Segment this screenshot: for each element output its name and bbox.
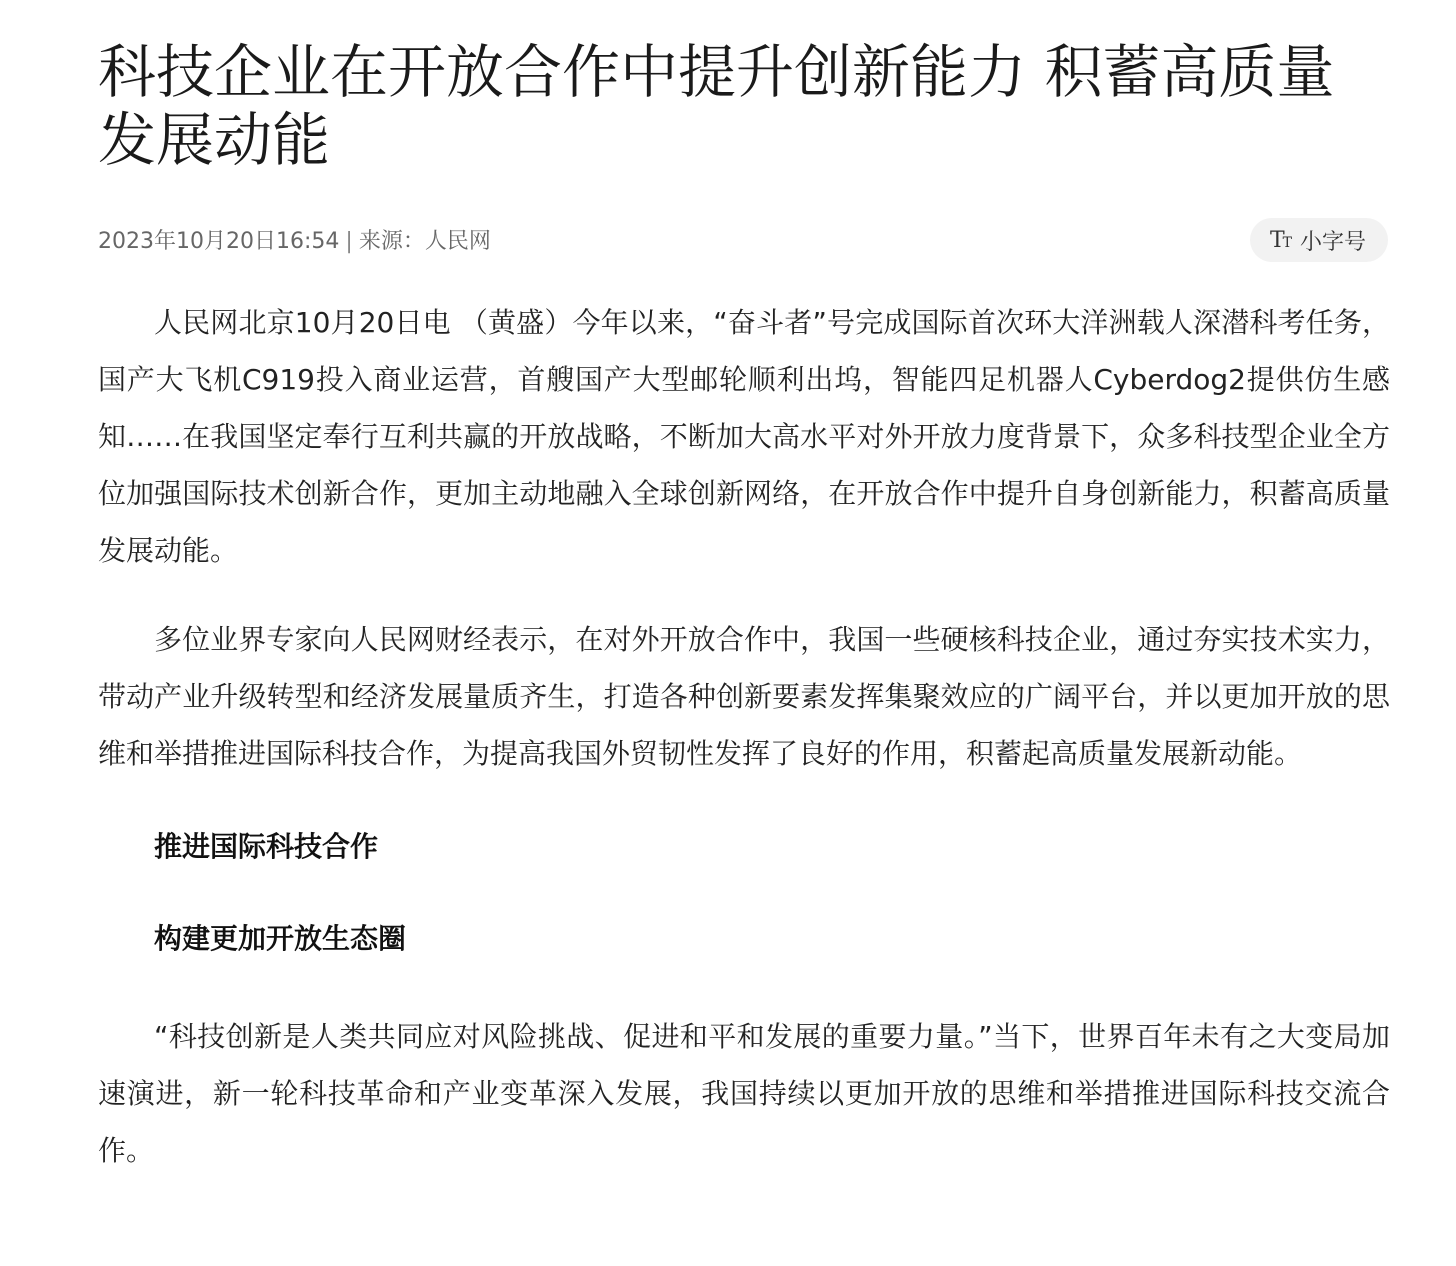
section-heading: 推进国际科技合作 — [154, 830, 379, 863]
article-meta — [98, 228, 491, 256]
meta-separator: | — [345, 229, 353, 254]
article-meta-row — [98, 218, 1390, 266]
article-body — [98, 294, 1390, 1179]
body-paragraph: “科技创新是人类共同应对风险挑战、促进和平和发展的重要力量。”当下，世界百年未有之大变局加速演进，新一轮科技革命和产业变革深入发展，我国持续以更加开放的思维和举措推进国际科技交流合作。 — [98, 1020, 1390, 1167]
font-size-toggle-label: 小字号 — [1299, 229, 1366, 255]
body-paragraph: 人民网北京10月20日电 （黄盛）今年以来，“奋斗者”号完成国际首次环大洋洲载人深潜科考任务，国产大飞机C919投入商业运营，首艘国产大型邮轮顺利出坞，智能四足机器人Cyberdog2提供仿生感知……在我国坚定奉行互利共赢的开放战略，不断加大高水平对外开放力度背景下，众多科技型企业全方位加强国际技术创新合作，更加主动地融入全球创新网络，在开放合作中提升自身创新能力，积蓄高质量发展动能。 — [98, 306, 1390, 567]
publish-datetime: 2023年10月20日16:54 — [98, 229, 340, 254]
body-paragraph: 多位业界专家向人民网财经表示，在对外开放合作中，我国一些硬核科技企业，通过夯实技术实力，带动产业升级转型和经济发展量质齐生，打造各种创新要素发挥集聚效应的广阔平台，并以更加开放的思维和举措推进国际科技合作，为提高我国外贸韧性发挥了良好的作用，积蓄起高质量发展新动能。 — [98, 623, 1390, 770]
font-size-icon: TT — [1269, 227, 1290, 253]
source-label: 来源：人民网 — [358, 229, 491, 254]
section-heading: 构建更加开放生态圈 — [154, 922, 407, 955]
font-size-toggle-button[interactable] — [1250, 218, 1388, 262]
article-title: 科技企业在开放合作中提升创新能力 积蓄高质量发展动能 — [98, 38, 1335, 174]
article — [98, 0, 1390, 1211]
